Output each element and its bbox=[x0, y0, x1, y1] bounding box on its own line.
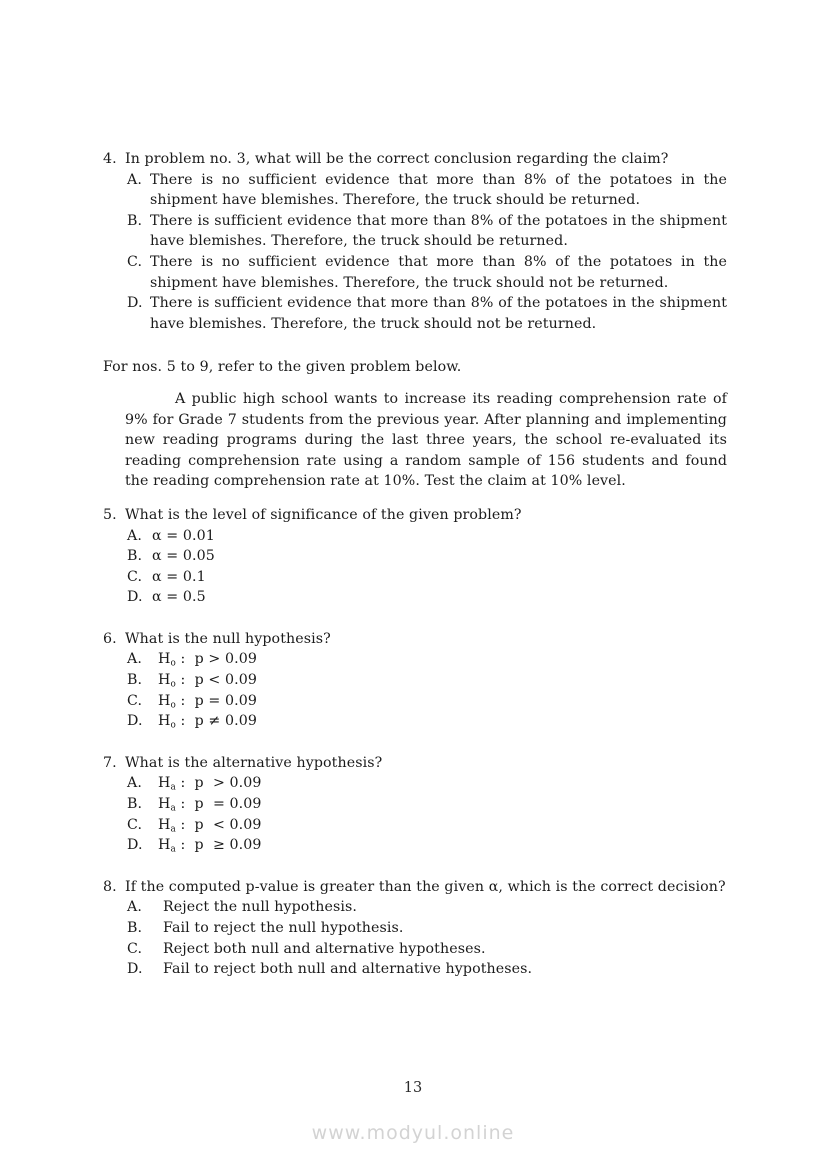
option-d bbox=[127, 711, 727, 732]
option-label: B. bbox=[127, 548, 143, 565]
option-label: B. bbox=[127, 796, 143, 813]
question-7-line bbox=[103, 753, 727, 774]
watermark-text: www.modyul.online bbox=[311, 1122, 515, 1144]
option-label: C. bbox=[127, 816, 143, 833]
option-text bbox=[158, 815, 727, 836]
hypothesis-symbol: H bbox=[158, 713, 171, 730]
question-number: 7. bbox=[103, 754, 117, 771]
hypothesis-subscript: o bbox=[170, 700, 176, 711]
hypothesis-subscript: a bbox=[170, 824, 176, 835]
question-5-line bbox=[103, 505, 727, 526]
option-d bbox=[127, 835, 727, 856]
option-text: There is sufficient evidence that more than 8% of the potatoes in the shipment have blemishes. Therefore, the truck should be returned. bbox=[150, 212, 727, 250]
option-label: A. bbox=[127, 651, 142, 668]
option-label: A. bbox=[127, 775, 142, 792]
hypothesis-symbol: H bbox=[158, 672, 171, 689]
option-a bbox=[127, 773, 727, 794]
option-label: A. bbox=[127, 171, 142, 188]
question-6 bbox=[103, 629, 727, 732]
option-text bbox=[158, 711, 727, 732]
option-label: D. bbox=[127, 713, 143, 730]
question-text: What is the alternative hypothesis? bbox=[125, 754, 383, 771]
question-number: 4. bbox=[103, 151, 117, 167]
option-b bbox=[127, 794, 727, 815]
option-text: Reject both null and alternative hypotheses. bbox=[163, 940, 486, 957]
option-d bbox=[127, 293, 727, 334]
question-number: 6. bbox=[103, 630, 117, 647]
option-label: C. bbox=[127, 568, 143, 585]
option-b bbox=[127, 918, 727, 939]
question-4 bbox=[103, 149, 727, 334]
option-b bbox=[127, 546, 727, 567]
question-4-options bbox=[127, 170, 727, 335]
option-text: α = 0.5 bbox=[152, 589, 206, 606]
hypothesis-subscript: o bbox=[170, 658, 176, 669]
option-text: α = 0.01 bbox=[152, 527, 215, 544]
question-number: 8. bbox=[103, 878, 117, 895]
hypothesis-symbol: H bbox=[158, 816, 171, 833]
option-text: There is no sufficient evidence that more than 8% of the potatoes in the shipment have blemishes. Therefore, the truck should not be returned. bbox=[150, 253, 727, 291]
hypothesis-statement: : p = 0.09 bbox=[175, 692, 257, 709]
option-text: Fail to reject the null hypothesis. bbox=[163, 920, 404, 936]
hypothesis-statement: : p ≥ 0.09 bbox=[175, 837, 262, 854]
option-c bbox=[127, 691, 727, 712]
hypothesis-symbol: H bbox=[158, 775, 171, 792]
hypothesis-subscript: a bbox=[170, 803, 176, 814]
option-text: α = 0.1 bbox=[152, 568, 206, 585]
page-number: 13 bbox=[403, 1080, 423, 1096]
option-text bbox=[158, 794, 727, 815]
hypothesis-symbol: H bbox=[158, 796, 171, 813]
option-text bbox=[158, 773, 727, 794]
option-c bbox=[127, 815, 727, 836]
question-8 bbox=[103, 877, 727, 980]
option-c bbox=[127, 567, 727, 588]
option-text bbox=[158, 835, 727, 856]
option-a bbox=[127, 170, 727, 211]
hypothesis-statement: : p < 0.09 bbox=[175, 672, 257, 689]
option-label: C. bbox=[127, 692, 143, 709]
option-label: A. bbox=[127, 899, 142, 916]
hypothesis-statement: : p > 0.09 bbox=[175, 651, 257, 668]
option-label: B. bbox=[127, 212, 143, 229]
option-label: C. bbox=[127, 940, 143, 957]
option-label: D. bbox=[127, 295, 143, 312]
hypothesis-statement: : p = 0.09 bbox=[175, 796, 262, 813]
option-label: A. bbox=[127, 527, 142, 544]
option-text: There is sufficient evidence that more than 8% of the potatoes in the shipment have blemishes. Therefore, the truck should not be returned. bbox=[150, 295, 727, 332]
hypothesis-subscript: a bbox=[170, 782, 176, 793]
option-a bbox=[127, 526, 727, 547]
hypothesis-statement: : p < 0.09 bbox=[175, 816, 262, 833]
hypothesis-symbol: H bbox=[158, 651, 171, 668]
question-5-options bbox=[127, 526, 727, 608]
question-4-line bbox=[103, 149, 727, 170]
hypothesis-subscript: o bbox=[170, 679, 176, 690]
problem-paragraph: A public high school wants to increase its reading comprehension rate of 9% for Grade 7 students from the previous year. After planning and implementing new reading programs during the last three years, the school re-evaluated its reading comprehension rate using a random sample of 156 students and found the reading comprehension rate at 10%. Test the claim at 10% level. bbox=[125, 390, 727, 490]
option-d bbox=[127, 959, 727, 980]
option-label: D. bbox=[127, 837, 143, 854]
option-b bbox=[127, 670, 727, 691]
question-text: In problem no. 3, what will be the correct conclusion regarding the claim? bbox=[125, 151, 669, 167]
question-text: If the computed p-value is greater than the given α, which is the correct decision? bbox=[125, 878, 726, 895]
hypothesis-statement: : p > 0.09 bbox=[175, 775, 262, 792]
referral-note: For nos. 5 to 9, refer to the given problem below. bbox=[103, 359, 462, 376]
option-text bbox=[158, 670, 727, 691]
option-text bbox=[158, 691, 727, 712]
option-text: Reject the null hypothesis. bbox=[163, 899, 357, 916]
document-page-content bbox=[103, 149, 727, 1001]
question-7-options bbox=[127, 773, 727, 855]
option-text: There is no sufficient evidence that more than 8% of the potatoes in the shipment have blemishes. Therefore, the truck should be returned. bbox=[150, 171, 727, 209]
question-5 bbox=[103, 505, 727, 608]
option-label: D. bbox=[127, 589, 143, 606]
question-7 bbox=[103, 753, 727, 856]
option-b bbox=[127, 211, 727, 252]
hypothesis-subscript: o bbox=[170, 720, 176, 731]
question-6-line bbox=[103, 629, 727, 650]
question-number: 5. bbox=[103, 506, 117, 523]
option-c bbox=[127, 939, 727, 960]
option-a bbox=[127, 649, 727, 670]
option-label: C. bbox=[127, 253, 143, 270]
hypothesis-statement: : p ≠ 0.09 bbox=[175, 713, 257, 730]
option-label: B. bbox=[127, 672, 143, 689]
question-text: What is the null hypothesis? bbox=[125, 630, 331, 647]
question-8-options bbox=[127, 897, 727, 979]
option-a bbox=[127, 897, 727, 918]
option-label: D. bbox=[127, 961, 143, 978]
option-text: Fail to reject both null and alternative hypotheses. bbox=[163, 961, 533, 978]
hypothesis-symbol: H bbox=[158, 837, 171, 854]
hypothesis-subscript: a bbox=[170, 844, 176, 855]
option-text bbox=[158, 649, 727, 670]
question-6-options bbox=[127, 649, 727, 731]
option-text: α = 0.05 bbox=[152, 548, 215, 565]
option-d bbox=[127, 587, 727, 608]
question-8-line bbox=[103, 877, 727, 898]
question-text: What is the level of significance of the given problem? bbox=[125, 506, 522, 523]
option-c bbox=[127, 252, 727, 293]
option-label: B. bbox=[127, 920, 143, 936]
hypothesis-symbol: H bbox=[158, 692, 171, 709]
